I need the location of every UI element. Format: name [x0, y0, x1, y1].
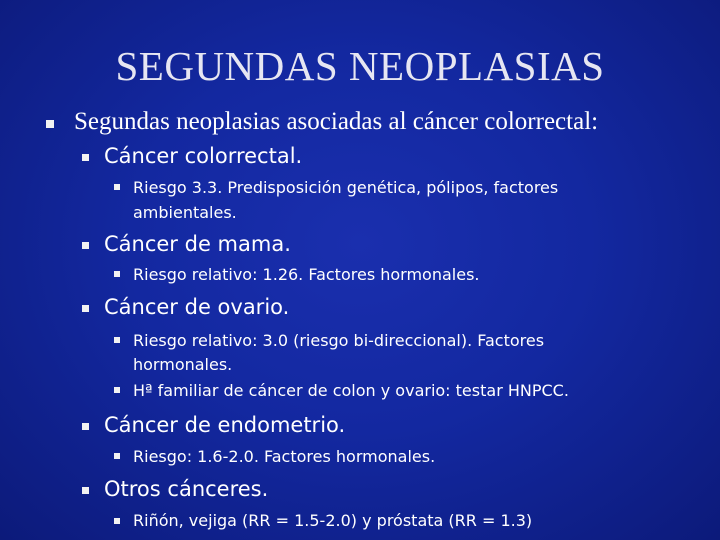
slide-title: SEGUNDAS NEOPLASIAS [115, 43, 605, 89]
sub-item-text: ambientales. [133, 203, 237, 222]
bullet-icon [114, 184, 120, 190]
sub-item-text: Riesgo relativo: 3.0 (riesgo bi-direccional). Factores [133, 331, 545, 350]
heading-text [74, 108, 598, 136]
item-label-colorrectal: Cáncer colorrectal. [104, 144, 303, 168]
sub-item-text: Riesgo 3.3. Predisposición genética, pólipos, factores [133, 178, 559, 197]
bullet-icon [114, 271, 120, 277]
item-label-endometrio: Cáncer de endometrio. [104, 413, 346, 437]
heading-part-3: : [591, 108, 599, 135]
sub-item-text: Riñón, vejiga (RR = 1.5-2.0) y próstata (RR = 1.3) [133, 511, 533, 530]
bullet-icon [114, 518, 120, 524]
bullet-icon [82, 242, 89, 249]
bullet-icon [82, 154, 89, 161]
bullet-icon [114, 337, 120, 343]
bullet-icon [46, 120, 54, 128]
item-label-ovario: Cáncer de ovario. [104, 295, 290, 319]
bullet-icon [82, 423, 89, 430]
bullet-icon [114, 453, 120, 459]
sub-item-text: Hª familiar de cáncer de colon y ovario: testar HNPCC. [133, 381, 569, 400]
sub-item-text: Riesgo relativo: 1.26. Factores hormonales. [133, 265, 480, 284]
bullet-icon [82, 305, 89, 312]
bullet-icon [114, 387, 120, 393]
heading-part-2: colorrectal [484, 108, 592, 135]
bullet-icon [82, 487, 89, 494]
sub-item-text: Riesgo: 1.6-2.0. Factores hormonales. [133, 447, 436, 466]
item-label-otros: Otros cánceres. [104, 477, 269, 501]
sub-item-text: hormonales. [133, 355, 233, 374]
heading-part-1: Segundas neoplasias asociadas al cáncer [74, 108, 485, 135]
item-label-mama: Cáncer de mama. [104, 232, 291, 256]
